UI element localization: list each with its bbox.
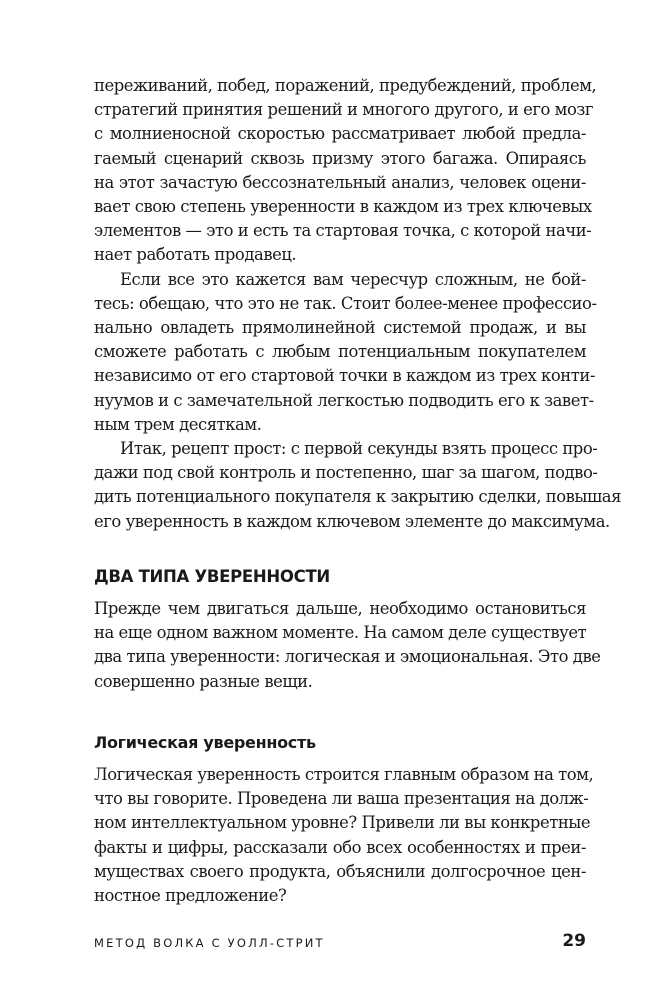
body-line: два типа уверенности: логическая и эмоциональная. Это две [94,647,601,667]
body-line: переживаний, побед, поражений, предубеждений, проблем, [94,76,597,95]
body-line: независимо от его стартовой точки в каждом из трех конти- [94,366,595,386]
body-line: Итак, рецепт прост: с первой секунды взять процесс про- [120,439,598,459]
body-line: тесь: обещаю, что это не так. Стоит более-менее профессио- [94,293,597,313]
body-line: на еще одном важном моменте. На самом деле существует [94,623,587,643]
body-line: совершенно разные вещи. [94,671,313,691]
body-line: дить потенциального покупателя к закрытию сделки, повышая [94,487,621,507]
body-line: вает свою степень уверенности в каждом из трех ключевых [94,197,592,217]
text-block-top [94,74,621,534]
running-footer-title: МЕТОД ВОЛКА С УОЛЛ-СТРИТ [94,936,325,950]
body-line: нально овладеть прямолинейной системой продаж, и вы [94,318,586,338]
body-line: его уверенность в каждом ключевом элементе до максимума. [94,511,610,531]
body-line: с молниеносной скоростью рассматривает любой предла- [94,124,586,144]
body-line: на этот зачастую бессознательный анализ, человек оцени- [94,172,586,192]
text-block-section [94,597,601,694]
text-block-subsection [94,763,594,908]
body-line: ном интеллектуальном уровне? Привели ли вы конкретные [94,813,591,833]
body-line: нуумов и с замечательной легкостью подводить его к завет- [94,390,594,410]
subsection-heading: Логическая уверенность [94,733,316,752]
body-line: сможете работать с любым потенциальным покупателем [94,342,586,362]
body-line: Если все это кажется вам чересчур сложным, не бой- [120,269,586,289]
body-line: ным трем десяткам. [94,414,262,434]
body-line: дажи под свой контроль и постепенно, шаг за шагом, подво- [94,463,598,483]
body-line: гаемый сценарий сквозь призму этого багажа. Опираясь [94,148,586,168]
body-line: элементов — это и есть та стартовая точка, с которой начи- [94,221,592,241]
body-line: нает работать продавец. [94,245,297,265]
body-line: муществах своего продукта, объяснили долгосрочное цен- [94,861,586,881]
body-line: стратегий принятия решений и многого другого, и его мозг [94,100,593,120]
body-line: Прежде чем двигаться дальше, необходимо остановиться [94,599,586,618]
body-line: Логическая уверенность строится главным образом на том, [94,765,594,784]
body-line: ностное предложение? [94,886,287,906]
page-number: 29 [562,931,586,951]
section-heading: ДВА ТИПА УВЕРЕННОСТИ [94,567,330,586]
body-line: что вы говорите. Проведена ли ваша презентация на долж- [94,789,589,809]
body-line: факты и цифры, рассказали обо всех особенностях и преи- [94,837,586,857]
